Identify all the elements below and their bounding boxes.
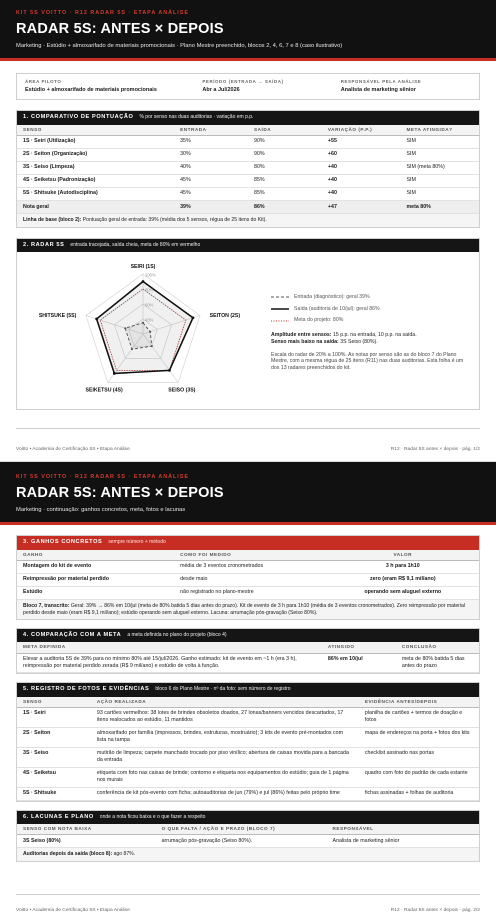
cell: zero (eram R$ 9,1 mil/ano) <box>327 573 479 586</box>
legend-exit-label: Saída (auditoria de 10/jul): geral 86% <box>294 305 380 312</box>
axis-label: SEISO (3S) <box>168 387 196 394</box>
kit-label: KIT 5S VOITTO · R12 RADAR 5S · ETAPA ANÁLISE <box>16 10 189 16</box>
cell: mapa de endereços na porta + fotos dos kits <box>359 727 479 747</box>
table-row <box>17 586 479 599</box>
axis-label: SEITON (2S) <box>209 312 241 319</box>
table-row <box>17 653 479 673</box>
amplitude-text: 15 p.p. na entrada, 10 p.p. na saída. <box>331 332 417 339</box>
cell: 3S Seiso (80%) <box>17 835 156 848</box>
legend-goal <box>271 317 473 324</box>
col-entrada: ENTRADA <box>174 125 248 136</box>
period-value: Abr a Jul/2026 <box>202 87 240 94</box>
series-exit <box>97 281 193 373</box>
section-2-note: entrada tracejada, saída cheia, meta de 80% em vermelho <box>70 241 201 248</box>
amplitude-label: Amplitude entre sensos: <box>271 332 332 339</box>
table-row <box>17 174 479 187</box>
cell: +47 <box>322 200 401 213</box>
section-evidence <box>16 682 480 801</box>
section-gains <box>16 535 480 620</box>
axis-label: SEIKETSU (4S) <box>85 387 123 394</box>
cell: 2S · Seiton <box>17 727 91 747</box>
section-4-title: 4. COMPARAÇÃO COM A META <box>23 632 122 639</box>
lowest-note <box>271 339 473 346</box>
area-value: Estúdio + almoxarifado de materiais promocionais <box>25 87 157 94</box>
cell: 85% <box>248 174 322 187</box>
col-ganho: GANHO <box>17 550 174 561</box>
post-audit-note <box>17 848 479 861</box>
page-subtitle: Marketing · Estúdio + almoxarifado de materiais promocionais · Plano Mestre preenchido, blocos 2, 4, 6, 7 e 8 (caso ilustrativo) <box>16 42 343 49</box>
footer-left: Voitto • Academia de Certificação 5S • Etapa Análise <box>16 447 130 452</box>
col-senso: SENSO <box>17 125 174 136</box>
pilot-card <box>16 73 480 100</box>
section-5-note: bloco 6 do Plano Mestre · nº da foto: sem número de registro <box>155 686 291 693</box>
cell: 3 h para 1h10 <box>327 560 479 573</box>
ring-label: 100% <box>145 272 156 278</box>
col-variacao: VARIAÇÃO (P.P.) <box>322 125 401 136</box>
cell: 30% <box>174 148 248 161</box>
cell: 3S · Seiso <box>17 747 91 767</box>
ring-label: 80% <box>145 287 154 293</box>
cell: Montagem do kit de evento <box>17 560 174 573</box>
radar-chart <box>23 253 263 411</box>
responsible-label: RESPONSÁVEL PELA ANÁLISE <box>340 79 422 85</box>
cell: 93 cartões vermelhos: 38 lotes de brindes obsoletos doados, 27 lonas/banners vencidos descartados, 17 itens realocados ao estúdio, 11 mantidos <box>91 707 359 727</box>
baseline-note <box>17 214 479 227</box>
gains-note <box>17 600 479 619</box>
cell: SIM (meta 80%) <box>400 161 479 174</box>
radar-legend <box>271 294 473 372</box>
cell: 2S · Seiton (Organização) <box>17 148 174 161</box>
table-row <box>17 727 479 747</box>
col-saida: SAÍDA <box>248 125 322 136</box>
cell: etiqueta com foto nas caixas de brinde; contorno e etiqueta nos equipamentos do estúdio; guia de 1 página nos murais <box>91 767 359 787</box>
cell: +40 <box>322 187 401 200</box>
post-audit-label: Auditorias depois da saída (bloco 8): <box>23 851 113 858</box>
section-2-header <box>17 239 479 252</box>
page-2 <box>0 461 496 921</box>
cell: Analista de marketing sênior <box>327 835 479 848</box>
col-evidencia: EVIDÊNCIA ANTES/DEPOIS <box>359 697 479 708</box>
period-label: PERÍODO (ENTRADA → SAÍDA) <box>202 79 284 85</box>
section-5-header <box>17 683 479 696</box>
section-6-title: 6. LACUNAS E PLANO <box>23 813 94 820</box>
axis-label: SHITSUKE (5S) <box>38 312 77 319</box>
section-6-note: onde a nota ficou baixa e o que fazer a respeito <box>99 813 206 820</box>
col-valor: VALOR <box>327 550 479 561</box>
cell: almoxarifado por família (impressos, brindes, estruturas, mostruário); 3 kits de evento pré-montados com lista na tampa <box>91 727 359 747</box>
cell: meta 80% <box>400 200 479 213</box>
cell: checklist assinado nas portas <box>359 747 479 767</box>
section-3-note: sempre número + método <box>108 539 166 546</box>
table-row <box>17 767 479 787</box>
col-como: COMO FOI MEDIDO <box>174 550 326 561</box>
exit-point <box>95 317 98 320</box>
lowest-label: Senso mais baixo na saída: <box>271 338 339 345</box>
footer-rule <box>16 894 480 895</box>
cell: mutirão de limpeza; carpete manchado trocado por piso vinílico; abertura de caixas movida para a bancada da entrada <box>91 747 359 767</box>
cell: 4S · Seiketsu (Padronização) <box>17 174 174 187</box>
cell: desde maio <box>174 573 326 586</box>
cell: 3S · Seiso (Limpeza) <box>17 161 174 174</box>
table-row <box>17 747 479 767</box>
baseline-text: Pontuação geral de entrada: 39% (média dos 5 sensos, régua de 25 itens do Kit). <box>81 217 267 223</box>
page-title: RADAR 5S: ANTES × DEPOIS <box>16 21 224 38</box>
gains-table <box>17 550 479 600</box>
col-conclusao: CONCLUSÃO <box>396 642 479 653</box>
exit-point <box>192 316 195 319</box>
cell: planilha de cartões + termos de doação e fotos <box>359 707 479 727</box>
exit-point <box>142 280 145 283</box>
cell: 1S · Seiri <box>17 707 91 727</box>
col-meta-definida: META DEFINIDA <box>17 642 322 653</box>
section-2-title: 2. RADAR 5S <box>23 241 65 248</box>
cell: fichas assinadas + folhas de auditoria <box>359 787 479 800</box>
col-responsavel: RESPONSÁVEL <box>327 824 479 835</box>
exit-point <box>113 372 116 375</box>
cell: SIM <box>400 148 479 161</box>
cell: 5S · Shitsuke <box>17 787 91 800</box>
cell: Nota geral <box>17 200 174 213</box>
cell: 40% <box>174 161 248 174</box>
section-4-note: a meta definida no plano do projeto (bloco 4) <box>127 632 227 639</box>
axis-label: SEIRI (1S) <box>130 263 156 270</box>
cell: 45% <box>174 174 248 187</box>
accent-bar <box>0 58 496 61</box>
table-row <box>17 187 479 200</box>
section-1-title: 1. COMPARATIVO DE PONTUAÇÃO <box>23 114 134 121</box>
section-1-note: % por senso nas duas auditorias · variação em p.p. <box>139 114 254 121</box>
kit-label: KIT 5S VOITTO · R12 RADAR 5S · ETAPA ANÁLISE <box>16 474 189 480</box>
accent-bar <box>0 522 496 525</box>
area-label: ÁREA PILOTO <box>25 79 62 85</box>
cell: 90% <box>248 148 322 161</box>
page-title: RADAR 5S: ANTES × DEPOIS <box>16 485 224 502</box>
cell: 85% <box>248 187 322 200</box>
table-row <box>17 787 479 800</box>
section-gaps <box>16 810 480 862</box>
cell: operando sem aluguel externo <box>327 586 479 599</box>
section-goal <box>16 628 480 674</box>
cell: 39% <box>174 200 248 213</box>
section-score-comparison <box>16 110 480 227</box>
ring-label: 40% <box>145 317 154 323</box>
col-senso: SENSO <box>17 697 91 708</box>
col-falta: O QUE FALTA / AÇÃO E PRAZO (BLOCO 7) <box>156 824 327 835</box>
section-6-header <box>17 811 479 824</box>
legend-goal-label: Meta do projeto: 80% <box>294 317 344 324</box>
table-row <box>17 560 479 573</box>
table-row <box>17 161 479 174</box>
conclusion-text: meta de 80% batida 5 dias antes do prazo <box>396 653 479 673</box>
cell: SIM <box>400 174 479 187</box>
responsible-value: Analista de marketing sênior <box>340 87 416 94</box>
footer-right: R12 · Radar 5S antes × depois · pág. 2/2 <box>390 908 480 913</box>
table-row <box>17 573 479 586</box>
cell: 80% <box>248 161 322 174</box>
page-header <box>0 462 496 522</box>
page-footer <box>0 908 496 914</box>
cell: Estúdio <box>17 586 174 599</box>
section-3-title: 3. GANHOS CONCRETOS <box>23 539 103 546</box>
gains-note-text: Geral: 39% → 86% em 10/jul (meta de 80% batida 5 dias antes do prazo). Kit de evento de 3 h para 1h10 (média de 3 eventos cronometrados). Zero reimpressão por material perdido desde maio (eram R$ 9,1 mil/ano); estúdio operando sem aluguel externo. Lacuna: arrumação pós-gravação (Seiso 80%). <box>23 602 465 616</box>
table-row <box>17 148 479 161</box>
footer-left: Voitto • Academia de Certificação 5S • Etapa Análise <box>16 908 130 913</box>
page-header <box>0 0 496 58</box>
score-table <box>17 125 479 214</box>
cell: Reimpressão por material perdido <box>17 573 174 586</box>
cell: 45% <box>174 187 248 200</box>
cell: 35% <box>174 135 248 148</box>
goal-text: Elevar a auditoria 5S de 39% para no mínimo 80% até 15/jul/2026. Ganho estimado: kit de evento em ~1 h (era 3 h), reimpressão por material perdido zerada (R$ 9 mil/ano) e estúdio de volta à função. <box>17 653 322 673</box>
cell: arrumação pós-gravação (Seiso 80%). <box>156 835 327 848</box>
section-4-header <box>17 629 479 642</box>
section-radar <box>16 238 480 410</box>
page-1 <box>0 0 496 460</box>
cell: 4S · Seiketsu <box>17 767 91 787</box>
col-atingido: ATINGIDO <box>322 642 396 653</box>
page-footer <box>0 447 496 453</box>
exit-point <box>168 369 171 372</box>
ring-label: 60% <box>145 302 154 308</box>
cell: média de 3 eventos cronometrados <box>174 560 326 573</box>
page-subtitle: Marketing · continuação: ganhos concretos, meta, fotos e lacunas <box>16 506 186 513</box>
cell: +40 <box>322 161 401 174</box>
legend-exit <box>271 306 473 313</box>
post-audit-text: ago 87%. <box>112 851 136 858</box>
legend-entry <box>271 294 473 301</box>
col-acao: AÇÃO REALIZADA <box>91 697 359 708</box>
col-senso-baixa: SENSO COM NOTA BAIXA <box>17 824 156 835</box>
footer-right: R12 · Radar 5S antes × depois · pág. 1/2 <box>390 447 480 452</box>
gaps-table <box>17 824 479 848</box>
section-3-header <box>17 536 479 549</box>
footer-rule <box>16 428 480 429</box>
achieved-value: 86% em 10/jul <box>322 653 396 673</box>
section-5-title: 5. REGISTRO DE FOTOS E EVIDÊNCIAS <box>23 686 150 693</box>
total-row <box>17 200 479 213</box>
cell: conferência de kit pós-evento com ficha; autoauditorias de jun (79%) e jul (86%) feitas pelo próprio time <box>91 787 359 800</box>
cell: não registrado no plano-mestre <box>174 586 326 599</box>
lowest-text: 3S Seiso (80%). <box>338 338 378 345</box>
legend-entry-label: Entrada (diagnóstico): geral 39% <box>294 293 370 300</box>
goal-table <box>17 642 479 673</box>
cell: +55 <box>322 135 401 148</box>
cell: 90% <box>248 135 322 148</box>
table-row <box>17 835 479 848</box>
cell: SIM <box>400 135 479 148</box>
amplitude-note <box>271 332 473 339</box>
evidence-table <box>17 697 479 801</box>
cell: SIM <box>400 187 479 200</box>
cell: +60 <box>322 148 401 161</box>
table-row <box>17 135 479 148</box>
cell: quadro com foto do padrão de cada estante <box>359 767 479 787</box>
cell: 86% <box>248 200 322 213</box>
cell: 1S · Seiri (Utilização) <box>17 135 174 148</box>
cell: 5S · Shitsuke (Autodisciplina) <box>17 187 174 200</box>
scale-note: Escala do radar de 20% a 100%. As notas por senso são as do bloco 7 do Plano Mestre, com a mesma régua de 25 itens (R11) nas duas auditorias. Esta folha é um dos 13 radares preenchidos do kit. <box>271 351 464 372</box>
section-1-header <box>17 111 479 124</box>
baseline-label: Linha de base (bloco 2): <box>23 217 82 223</box>
table-row <box>17 707 479 727</box>
gains-note-label: Bloco 7, transcrito: <box>23 602 70 609</box>
cell: +40 <box>322 174 401 187</box>
col-meta: META ATINGIDA? <box>400 125 479 136</box>
